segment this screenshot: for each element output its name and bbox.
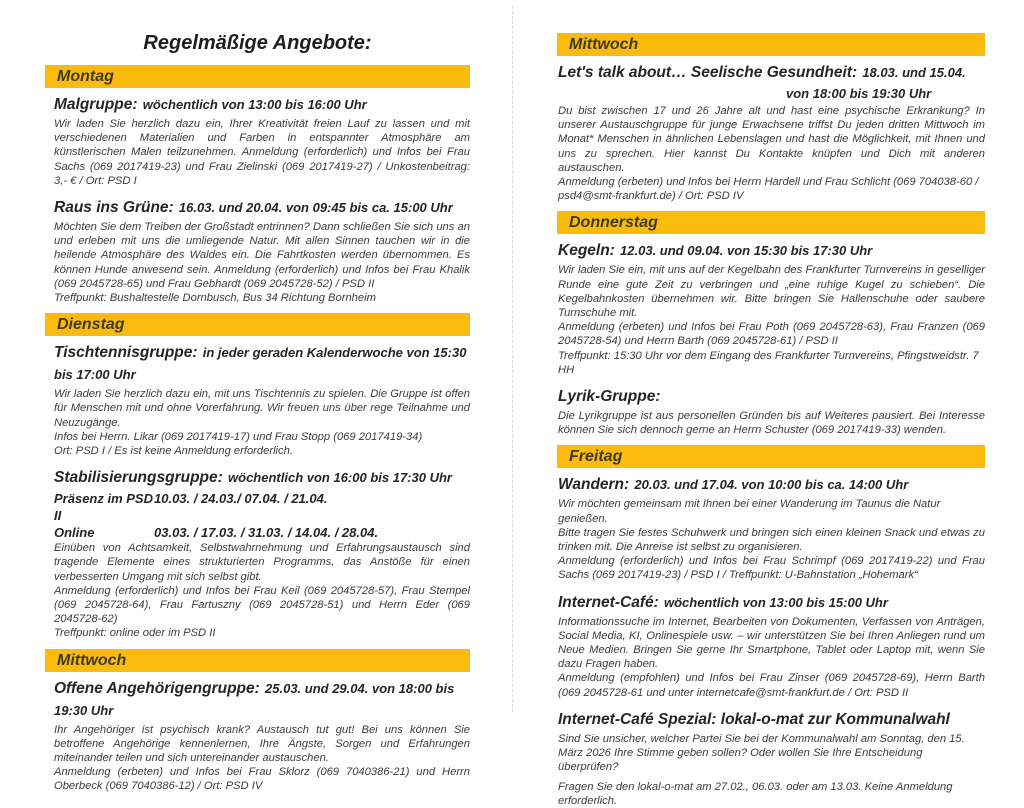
day-label: Montag — [57, 68, 114, 85]
event-internet-cafe-spezial — [558, 708, 985, 808]
event-title — [558, 708, 985, 730]
day-label: Dienstag — [57, 316, 125, 334]
event-paragraph: Anmeldung (erforderlich) und Infos bei Frau Keil (069 2045728-57), Frau Stempel (069 2045728-64), Frau Fartuszny (069 2045728-51) und Herrn Eder (069 2045728-62) — [54, 584, 470, 626]
event-paragraph: Infos bei Herrn. Likar (069 2017419-17) und Frau Stopp (069 2017419-34) — [54, 430, 423, 443]
event-paragraph: Sind Sie unsicher, welcher Partei Sie bei der Kommunalwahl am Sonntag, den 15. März 2026 Ihre Stimme geben sollen? Oder wollen Sie Ihre Entscheidung überprüfen? — [558, 732, 965, 774]
event-wandern — [558, 473, 985, 582]
event-paragraph: Die Lyrikgruppe ist aus personellen Gründen bis auf Weiteres pausiert. Bei Interesse können Sie sich dennoch gerne an Herrn Schuster (069 2017419-33) wenden. — [558, 410, 985, 437]
day-label: Mittwoch — [57, 651, 127, 669]
event-time: 20.03. und 17.04. von 10:00 bis ca. 14:00 Uhr — [634, 477, 909, 493]
event-name: Tischtennisgruppe: — [54, 344, 198, 362]
event-title — [558, 385, 985, 407]
event-time: 16.03. und 20.04. von 09:45 bis ca. 15:00 Uhr — [178, 200, 453, 216]
page-left — [0, 0, 512, 793]
event-title — [54, 196, 470, 218]
event-name: Raus ins Grüne: — [54, 199, 174, 217]
event-time-line2: von 18:00 bis 19:30 Uhr — [786, 86, 932, 101]
event-paragraph: Informationssuche im Internet, Bearbeiten von Dokumenten, Verfassen von Anträgen, Social Media, KI, Onlinespiele usw. – wir unterstützen Sie bei Ihren Anliegen rund um Neue Medien. Bringen Sie gerne Ihr Smartphone, Tablet oder Laptop mit, wenn Sie dazu Fragen haben. — [558, 615, 985, 671]
event-name: Stabilisierungsgruppe: — [54, 469, 223, 487]
event-title — [54, 341, 470, 385]
event-offene-angehoerigengruppe — [54, 677, 470, 794]
event-title — [558, 591, 985, 613]
event-paragraph: Du bist zwischen 17 und 26 Jahre alt und hast eine psychische Erkrankung? In unserer Austauschgruppe für junge Erwachsene triffst Du jeden dritten Mittwoch im Monat* Menschen in ähnlichen Lebenslagen und hast die Möglichkeit, mit Ihnen und uns zu sprechen. Hier kannst Du Kontakte knüpfen und Dich mit anderen austauschen. — [558, 105, 985, 174]
event-time: wöchentlich von 13:00 bis 15:00 Uhr — [663, 594, 888, 610]
day-header-mittwoch-left — [45, 649, 470, 672]
day-header-mittwoch-right — [557, 33, 985, 56]
event-paragraph: Bitte tragen Sie festes Schuhwerk und bringen sich einen kleinen Snack und etwas zu trinken mit. Die Anreise ist selbst zu organisieren. — [558, 526, 985, 554]
schedule-row — [54, 490, 470, 524]
event-time: in jeder geraden Kalenderwoche von 15:30 bis 17:00 Uhr — [54, 345, 467, 383]
event-time: wöchentlich von 16:00 bis 17:30 Uhr — [228, 470, 452, 486]
page-right — [512, 0, 1024, 807]
event-paragraph: Ihr Angehöriger ist psychisch krank? Austausch tut gut! Bei uns können Sie betroffene Angehörige kennenlernen, Ihre Ängste, Sorgen und Erfahrungen miteinander teilen und sich untereinander austauschen. — [54, 723, 470, 765]
event-time: 25.03. und 29.04. von 18:00 bis 19:30 Uhr — [54, 680, 455, 718]
event-title — [54, 677, 470, 721]
schedule-label: Online — [54, 525, 95, 541]
event-paragraph: Wir laden Sie herzlich dazu ein, Ihrer Kreativität freien Lauf zu lassen und mit verschiedenen Materialien und Farben in entspannter Atmosphäre am künstlerischen Malen teilzunehmen. Anmeldung (erforderlich) und Infos bei Frau Sachs (069 2017419-23) und Frau Zielinski (069 2017419-27) / Unkostenbeitrag: 3,- € / Ort: PSD I — [54, 118, 470, 187]
event-time: 12.03. und 09.04. von 15:30 bis 17:30 Uhr — [620, 243, 873, 259]
schedule-row — [54, 524, 470, 541]
event-paragraph: Treffpunkt: Bushaltestelle Dornbusch, Bus 34 Richtung Bornheim — [54, 292, 376, 305]
day-label: Freitag — [569, 448, 623, 466]
event-paragraph: Anmeldung (empfohlen) und Infos bei Frau Zinser (069 2045728-69), Herrn Barth (069 2045728-61 und unter internetcafe@smt-frankfurt.de / Ort: PSD II — [558, 672, 985, 699]
event-title — [54, 466, 470, 488]
event-internet-cafe — [558, 591, 985, 700]
event-time: 18.03. und 15.04. — [862, 65, 966, 80]
event-paragraph: Anmeldung (erforderlich) und Infos bei Frau Schrimpf (069 2017419-22) und Frau Sachs (069 2017419-23) / PSD I / Treffpunkt: U-Bahnstation „Hohemark“ — [558, 555, 985, 582]
event-paragraph: Treffpunkt: 15:30 Uhr vor dem Eingang des Frankfurter Turnvereins, Pfingstweidstr. 7 HH — [558, 349, 979, 376]
event-paragraph: Möchten Sie dem Treiben der Großstadt entrinnen? Dann schließen Sie sich uns an und erleben mit uns die umliegende Natur. Mit allen Sinnen tauchen wir in die heilende Atmosphäre des Waldes ein. Die Fahrtkosten werden übernommen. Es können Hunde anwesend sein. Anmeldung (erforderlich) und Infos bei Frau Khalik (069 2045728-65) und Frau Gebhardt (069 2045728-52) / PSD II — [54, 221, 470, 290]
day-header-donnerstag — [557, 211, 985, 234]
day-header-dienstag — [45, 313, 470, 336]
event-lets-talk-about — [558, 61, 985, 203]
event-paragraph: Einüben von Achtsamkeit, Selbstwahrnehmung und Erfahrungsaustausch sind tragende Elemente eines strukturierten Programms, das Anstöße für einen verbesserten Umgang mit sich selbst gibt. — [54, 542, 470, 583]
center-fold-divider — [512, 6, 513, 712]
event-title — [54, 93, 470, 115]
event-paragraph: Anmeldung (erbeten) und Infos bei Frau Poth (069 2045728-63), Frau Franzen (069 2045728-54) und Herrn Barth (069 2045728-61) / PSD II — [558, 321, 985, 348]
event-kegeln — [558, 239, 985, 377]
event-time: wöchentlich von 13:00 bis 16:00 Uhr — [142, 97, 367, 112]
event-name: Kegeln: — [558, 242, 615, 260]
day-header-freitag — [557, 445, 985, 468]
event-malgruppe — [54, 93, 470, 188]
event-paragraph: Anmeldung (erbeten) und Infos bei Frau Sklorz (069 7040386-21) und Herrn Oberbeck (069 7040386-12) / Ort: PSD IV — [54, 766, 470, 793]
event-paragraph: Ort: PSD I / Es ist keine Anmeldung erforderlich. — [54, 445, 293, 458]
event-name: Offene Angehörigengruppe: — [54, 679, 260, 697]
event-name: Internet-Café: — [558, 593, 659, 611]
event-name: Wandern: — [558, 476, 630, 494]
event-stabilisierungsgruppe — [54, 466, 470, 640]
event-paragraph: Wir möchten gemeinsam mit Ihnen bei einer Wanderung im Taunus die Natur genießen. — [558, 498, 941, 525]
event-paragraph: Wir laden Sie ein, mit uns auf der Kegelbahn des Frankfurter Turnvereins in geselliger Runde eine gute Zeit zu verbringen und „eine ruhige Kugel zu schieben“. Die Kegelbahnkosten übernehmen wir. Bitte bringen Sie Hallenschuhe oder saubere Turnschuhe mit. — [558, 264, 985, 320]
schedule-dates: 10.03. / 24.03./ 07.04. / 21.04. — [154, 491, 328, 507]
day-label: Donnerstag — [569, 214, 658, 232]
event-paragraph: Anmeldung (erbeten) und Infos bei Herrn Hardell und Frau Schlicht (069 704038-60 / psd4@smt-frankfurt.de) / Ort: PSD IV — [558, 176, 979, 203]
event-name: Lyrik-Gruppe: — [558, 388, 661, 406]
event-name: Malgruppe: — [54, 96, 138, 113]
event-name: Let's talk about… Seelische Gesundheit: — [558, 64, 858, 81]
event-paragraph: Fragen Sie den lokal-o-mat am 27.02., 06.03. oder am 13.03. Keine Anmeldung erforderlich. — [558, 780, 953, 807]
day-header-montag — [45, 65, 470, 88]
schedule-dates: 03.03. / 17.03. / 31.03. / 14.04. / 28.04. — [154, 525, 379, 541]
event-title — [558, 239, 985, 261]
event-title — [558, 473, 985, 495]
event-title — [558, 61, 985, 83]
schedule-label: Präsenz im PSD II — [54, 491, 153, 524]
event-name: Internet-Café Spezial: lokal-o-mat zur Kommunalwahl — [558, 710, 950, 728]
day-label: Mittwoch — [569, 36, 639, 53]
event-tischtennisgruppe — [54, 341, 470, 458]
page-title: Regelmäßige Angebote: — [143, 32, 372, 54]
event-raus-ins-gruene — [54, 196, 470, 305]
event-paragraph: Treffpunkt: online oder im PSD II — [54, 627, 216, 640]
event-paragraph: Wir laden Sie herzlich dazu ein, mit uns Tischtennis zu spielen. Die Gruppe ist offen für Menschen mit und ohne Vorerfahrung. Wir freuen uns über rege Teilnahme und Neuzugänge. — [54, 388, 470, 429]
event-lyrik-gruppe — [558, 385, 985, 437]
